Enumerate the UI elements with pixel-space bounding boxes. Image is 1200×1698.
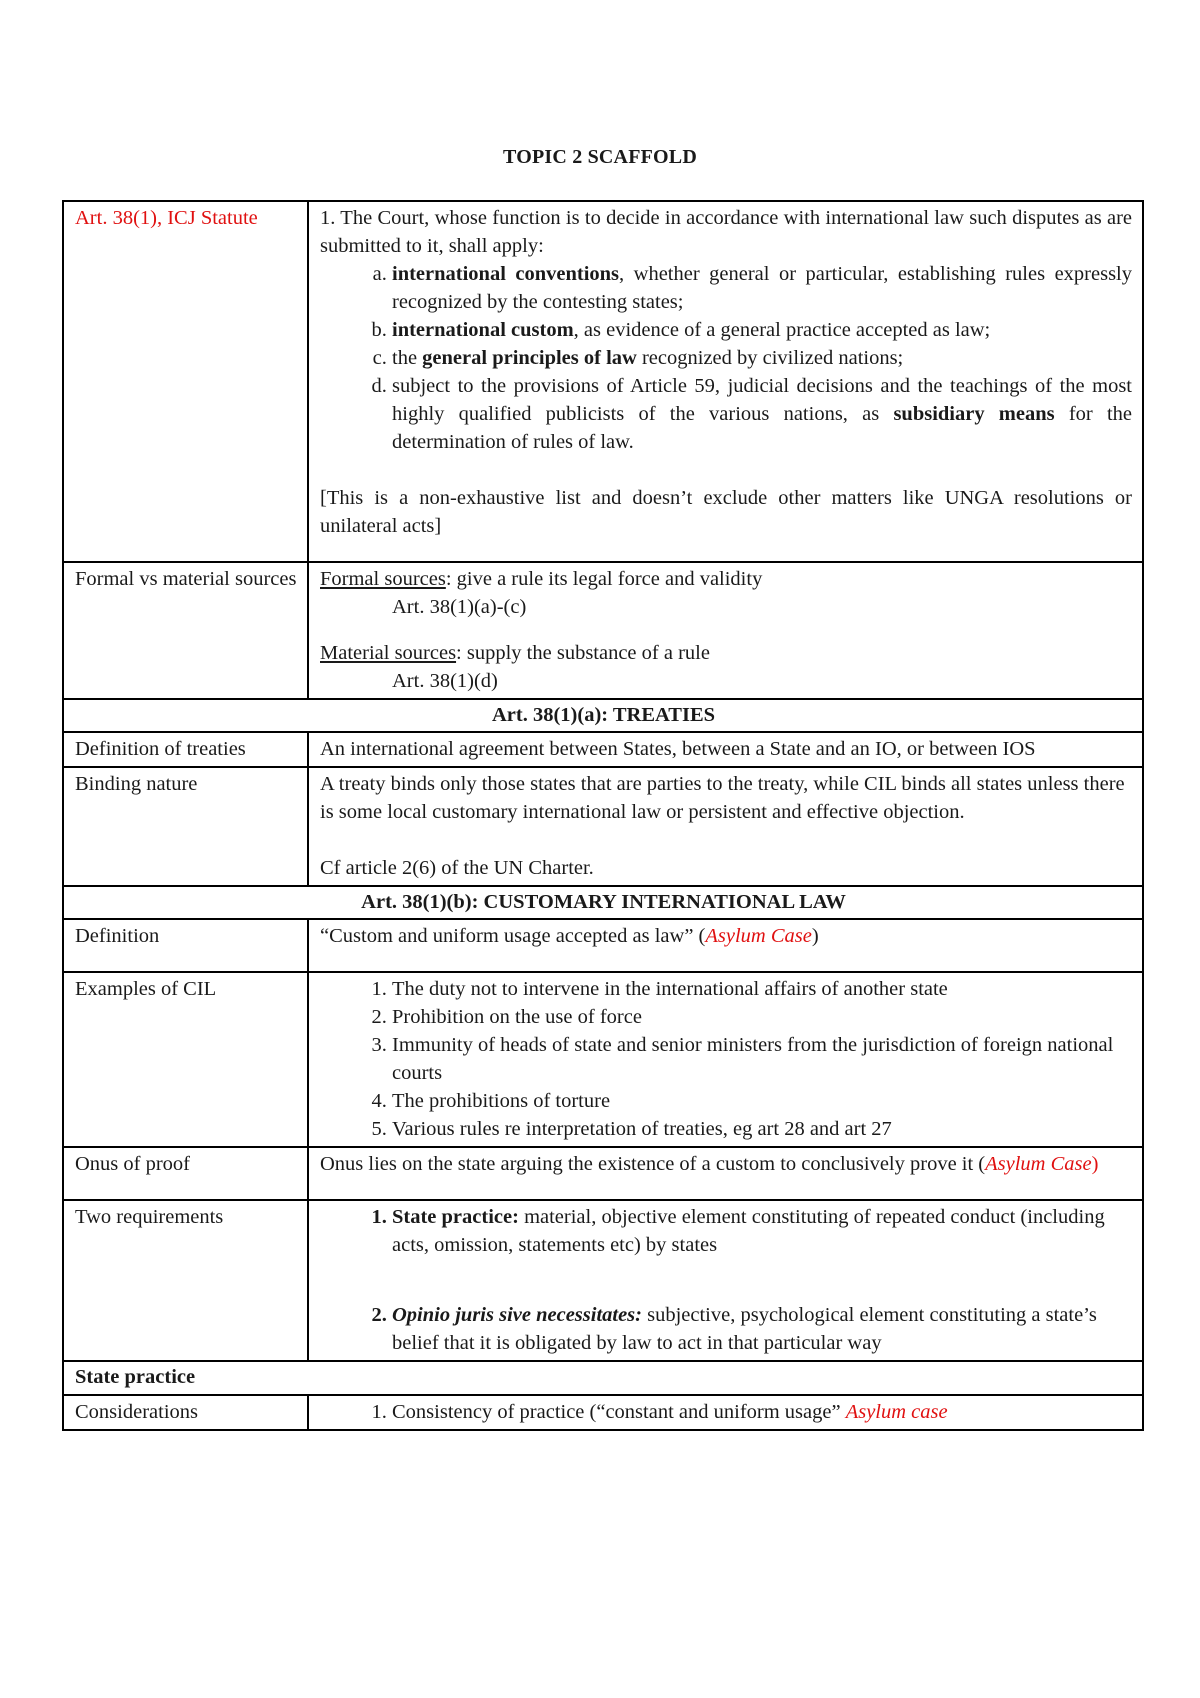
- row-label-treaty-def: Definition of treaties: [63, 732, 308, 767]
- table-row: [63, 1147, 1143, 1200]
- table-row: [63, 1395, 1143, 1430]
- cil-def-content: [308, 919, 1143, 972]
- list-item: a. international conventions, whether general or particular, establishing rules expressly recognized by the contesting states;: [392, 260, 1132, 316]
- list-item: 5. Various rules re interpretation of treaties, eg art 28 and art 27: [392, 1115, 1132, 1143]
- considerations-content: [308, 1395, 1143, 1430]
- table-row: [63, 767, 1143, 886]
- case-reference: Asylum Case: [985, 1153, 1092, 1175]
- table-row: [63, 732, 1143, 767]
- row-label-formal: Formal vs material sources: [63, 562, 308, 699]
- treaty-def-text: An international agreement between States, between a State and an IO, or between IOS: [308, 732, 1143, 767]
- requirements-list: [320, 1203, 1132, 1357]
- formal-sources: Formal sources: give a rule its legal force and validity: [320, 568, 763, 590]
- onus-content: [308, 1147, 1143, 1200]
- table-row: [63, 699, 1143, 732]
- table-row: [63, 1361, 1143, 1395]
- table-row: [63, 201, 1143, 562]
- section-heading-treaties: Art. 38(1)(a): TREATIES: [63, 699, 1143, 732]
- list-item: 2. Prohibition on the use of force: [392, 1003, 1132, 1031]
- table-row: [63, 886, 1143, 919]
- material-sources: Material sources: supply the substance of a rule: [320, 642, 710, 664]
- art38-content: [308, 201, 1143, 562]
- list-item: 1. The duty not to intervene in the international affairs of another state: [392, 975, 1132, 1003]
- table-row: [63, 1200, 1143, 1361]
- table-row: [63, 919, 1143, 972]
- row-label-art38: Art. 38(1), ICJ Statute: [63, 201, 308, 562]
- row-label-binding: Binding nature: [63, 767, 308, 886]
- case-reference: Asylum Case: [705, 925, 812, 947]
- material-ref: Art. 38(1)(d): [392, 670, 498, 692]
- list-item: d. subject to the provisions of Article 59, judicial decisions and the teachings of the most highly qualified publicists of the various nations, as subsidiary means for the determination of rules of law.: [392, 372, 1132, 456]
- requirements-content: [308, 1200, 1143, 1361]
- examples-content: [308, 972, 1143, 1147]
- binding-content: [308, 767, 1143, 886]
- list-item: 3. Immunity of heads of state and senior ministers from the jurisdiction of foreign national courts: [392, 1031, 1132, 1087]
- table-row: [63, 972, 1143, 1147]
- row-label-examples: Examples of CIL: [63, 972, 308, 1147]
- list-item: b. international custom, as evidence of a general practice accepted as law;: [392, 316, 1132, 344]
- scaffold-table: [62, 200, 1144, 1431]
- subheading-state-practice: State practice: [63, 1361, 1143, 1395]
- row-label-considerations: Considerations: [63, 1395, 308, 1430]
- row-label-onus: Onus of proof: [63, 1147, 308, 1200]
- formal-ref: Art. 38(1)(a)-(c): [392, 596, 527, 618]
- list-item: 4. The prohibitions of torture: [392, 1087, 1132, 1115]
- list-item: c. the general principles of law recognized by civilized nations;: [392, 344, 1132, 372]
- row-label-requirements: Two requirements: [63, 1200, 308, 1361]
- art38-note: [This is a non-exhaustive list and doesn’t exclude other matters like UNGA resolutions or unilateral acts]: [320, 487, 1132, 537]
- art38-intro: 1. The Court, whose function is to decide in accordance with international law such disputes as are submitted to it, shall apply:: [320, 207, 1132, 257]
- list-item: 2. Opinio juris sive necessitates: subjective, psychological element constituting a state’s belief that it is obligated by law to act in that particular way: [392, 1301, 1132, 1357]
- binding-text: A treaty binds only those states that are parties to the treaty, while CIL binds all states unless there is some local customary international law or persistent and effective objection.: [320, 773, 1125, 823]
- list-item: 1. Consistency of practice (“constant and uniform usage” Asylum case: [392, 1398, 1132, 1426]
- cil-examples-list: [320, 975, 1132, 1143]
- formal-content: [308, 562, 1143, 699]
- considerations-list: [320, 1398, 1132, 1426]
- cil-def-text: “Custom and uniform usage accepted as law” (Asylum Case): [320, 925, 819, 947]
- list-item: 1. State practice: material, objective element constituting of repeated conduct (including acts, omission, statements etc) by states: [392, 1203, 1132, 1259]
- row-label-cil-def: Definition: [63, 919, 308, 972]
- page-title: TOPIC 2 SCAFFOLD: [503, 146, 697, 168]
- onus-text: Onus lies on the state arguing the existence of a custom to conclusively prove it (Asylum Case): [320, 1153, 1099, 1175]
- case-reference: Asylum case: [845, 1401, 948, 1423]
- binding-cf: Cf article 2(6) of the UN Charter.: [320, 857, 594, 879]
- art38-sources-list: [320, 260, 1132, 456]
- table-row: [63, 562, 1143, 699]
- section-heading-cil: Art. 38(1)(b): CUSTOMARY INTERNATIONAL LAW: [63, 886, 1143, 919]
